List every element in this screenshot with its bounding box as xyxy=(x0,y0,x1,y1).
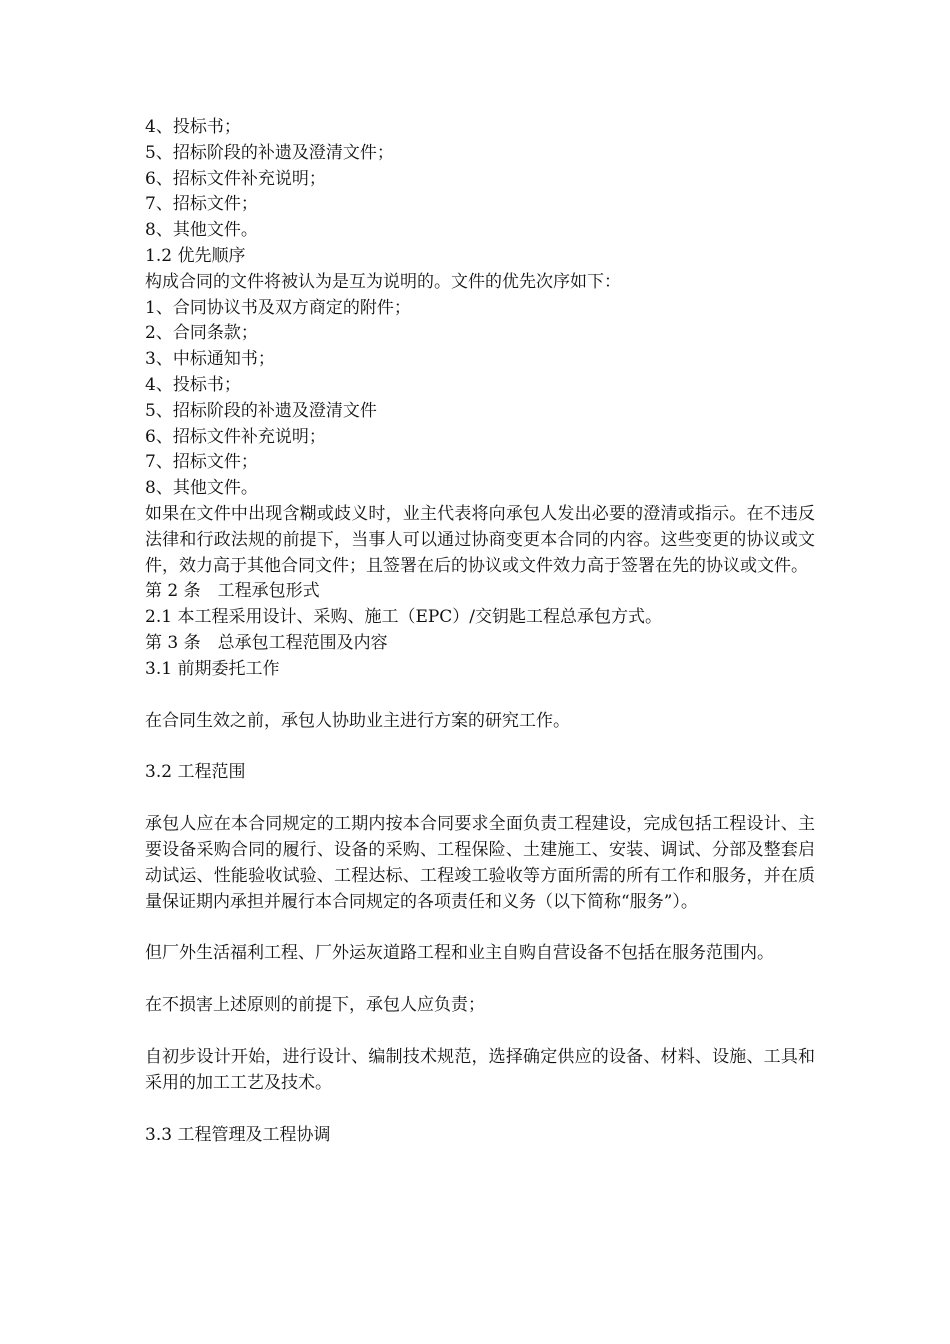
section-heading-3-2: 3.2 工程范围 xyxy=(145,762,246,783)
list-item: 5、招标阶段的补遗及澄清文件 xyxy=(145,400,377,421)
section-2-1: 2.1 本工程采用设计、采购、施工（EPC）/交钥匙工程总承包方式。 xyxy=(145,607,663,628)
list-item: 8、其他文件。 xyxy=(145,478,258,499)
list-item: 6、招标文件补充说明； xyxy=(145,426,326,447)
article-2-title: 第 2 条 工程承包形式 xyxy=(145,581,320,602)
list-item: 6、招标文件补充说明； xyxy=(145,168,326,189)
ambiguity-paragraph: 如果在文件中出现含糊或歧义时，业主代表将向承包人发出必要的澄清或指示。在不违反法律和行政法规的前提下，当事人可以通过协商变更本合同的内容。这些变更的协议或文件，效力高于其他合同文件；且签署在后的协议或文件效力高于签署在先的协议或文件。 xyxy=(145,503,815,576)
section-heading-3-3: 3.3 工程管理及工程协调 xyxy=(145,1124,331,1145)
list-item: 7、招标文件； xyxy=(145,452,258,473)
list-item: 7、招标文件； xyxy=(145,194,258,215)
section-heading-3-1: 3.1 前期委托工作 xyxy=(145,658,280,679)
list-item: 5、招标阶段的补遗及澄清文件； xyxy=(145,142,394,163)
design-paragraph: 自初步设计开始，进行设计、编制技术规范，选择确定供应的设备、材料、设施、工具和采用的加工工艺及技术。 xyxy=(145,1046,815,1093)
responsibility-paragraph: 在不损害上述原则的前提下，承包人应负责； xyxy=(145,995,485,1016)
priority-intro: 构成合同的文件将被认为是互为说明的。文件的优先次序如下： xyxy=(145,271,621,292)
exclusion-paragraph: 但厂外生活福利工程、厂外运灰道路工程和业主自购自营设备不包括在服务范围内。 xyxy=(145,943,774,964)
article-3-title: 第 3 条 总承包工程范围及内容 xyxy=(145,632,388,653)
list-item: 2、合同条款； xyxy=(145,323,258,344)
list-item: 3、中标通知书； xyxy=(145,349,275,370)
section-heading-1-2: 1.2 优先顺序 xyxy=(145,245,246,266)
list-item: 1、合同协议书及双方商定的附件； xyxy=(145,297,411,318)
list-item: 4、投标书； xyxy=(145,374,241,395)
pre-work-paragraph: 在合同生效之前，承包人协助业主进行方案的研究工作。 xyxy=(145,710,570,731)
list-item: 8、其他文件。 xyxy=(145,220,258,241)
scope-paragraph: 承包人应在本合同规定的工期内按本合同要求全面负责工程建设，完成包括工程设计、主要设备采购合同的履行、设备的采购、工程保险、土建施工、安装、调试、分部及整套启动试运、性能验收试验、工程达标、工程竣工验收等方面所需的所有工作和服务，并在质量保证期内承担并履行本合同规定的各项责任和义务（以下简称“服务”）。 xyxy=(145,814,815,912)
document-body xyxy=(145,115,815,1148)
list-item: 4、投标书； xyxy=(145,117,241,137)
